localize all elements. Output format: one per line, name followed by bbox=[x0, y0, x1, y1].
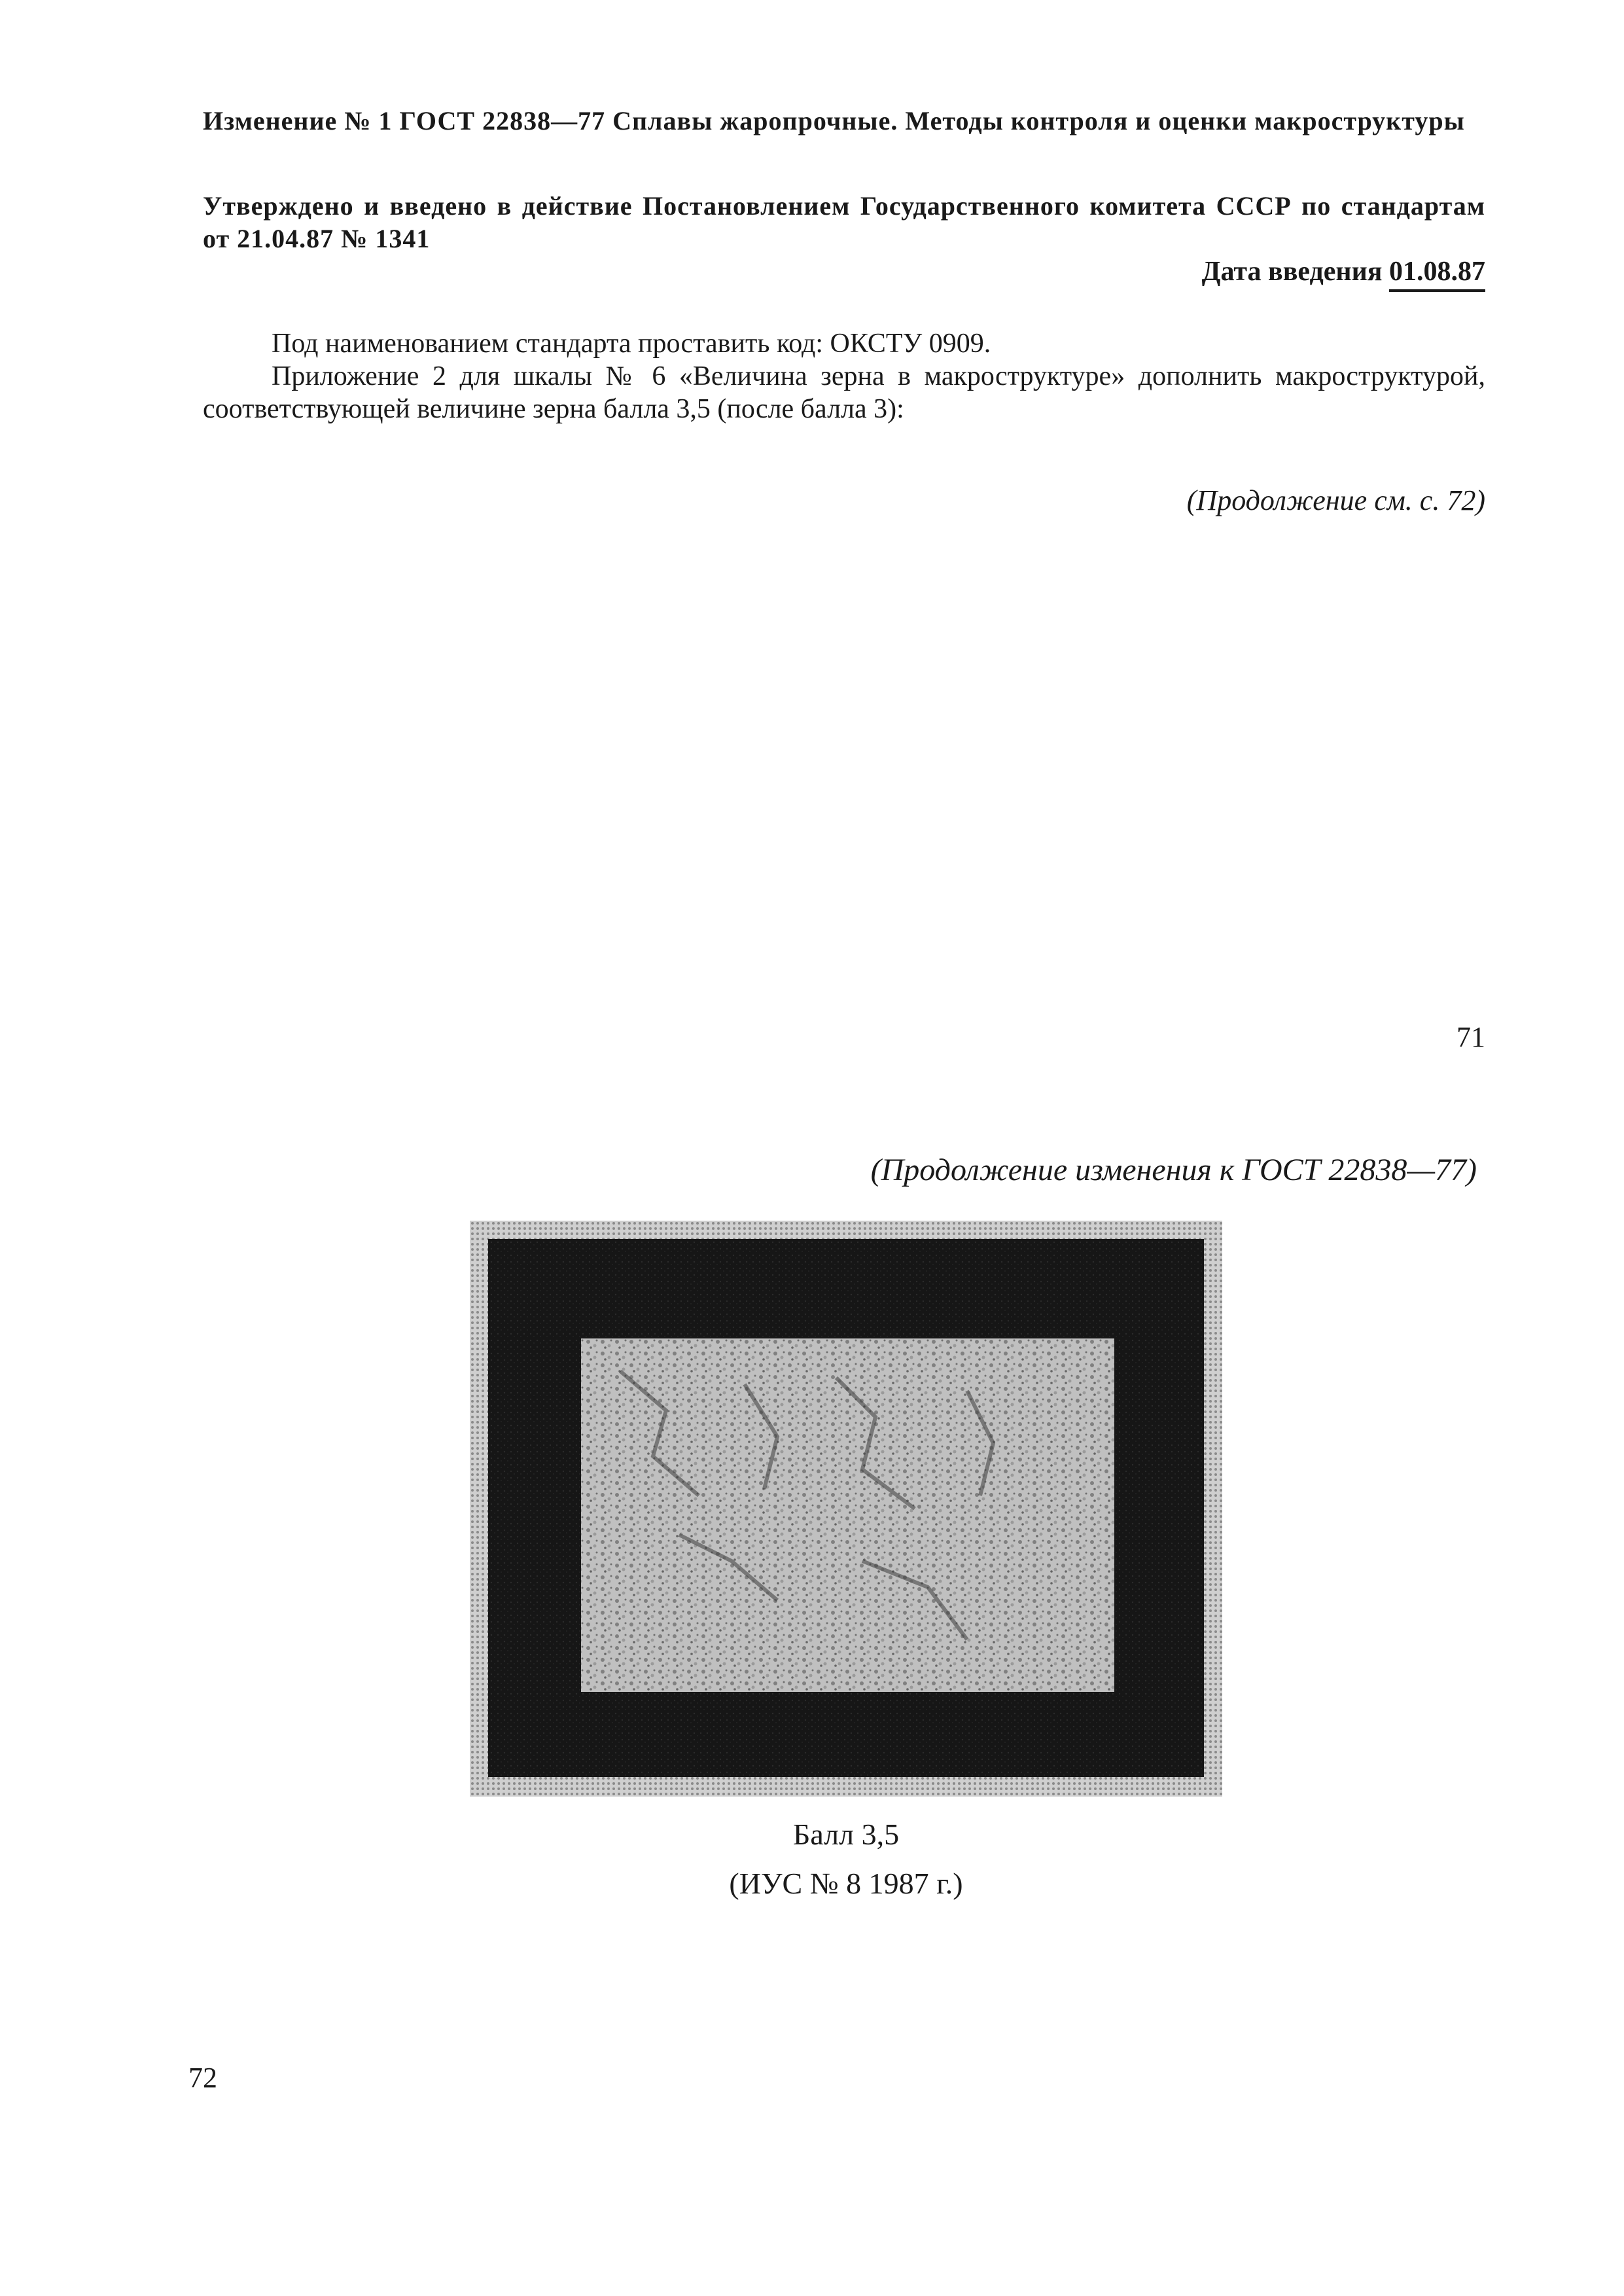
source-note: (ИУС № 8 1987 г.) bbox=[729, 1867, 963, 1900]
approval-statement: Утверждено и введено в действие Постановлением Государственного комитета СССР по стандартам от 21.04.87 № 1341 bbox=[203, 191, 1485, 253]
amendment-body bbox=[203, 327, 1485, 425]
continued-note: (Продолжение см. с. 72) bbox=[1186, 484, 1485, 516]
page-number-71: 71 bbox=[1456, 1021, 1485, 1053]
macrostructure-photo bbox=[470, 1221, 1222, 1797]
effective-date-label: Дата введения bbox=[1201, 257, 1383, 287]
effective-date bbox=[1202, 255, 1485, 292]
paragraph-appendix: Приложение 2 для шкалы № 6 «Величина зерна в макроструктуре» дополнить макроструктурой, соответствующей величине зерна балла 3,5 (после балла 3): bbox=[203, 361, 1485, 424]
macrostructure-image bbox=[470, 1221, 1222, 1797]
figure-caption: Балл 3,5 bbox=[792, 1818, 900, 1851]
amendment-title: Изменение № 1 ГОСТ 22838—77 Сплавы жаропрочные. Методы контроля и оценки макроструктуры bbox=[203, 106, 1465, 135]
effective-date-value: 01.08.87 bbox=[1389, 255, 1485, 292]
paragraph-code: Под наименованием стандарта проставить код: ОКСТУ 0909. bbox=[272, 329, 991, 359]
page-number-72: 72 bbox=[188, 2062, 217, 2094]
continued-header: (Продолжение изменения к ГОСТ 22838—77) bbox=[870, 1153, 1477, 1187]
